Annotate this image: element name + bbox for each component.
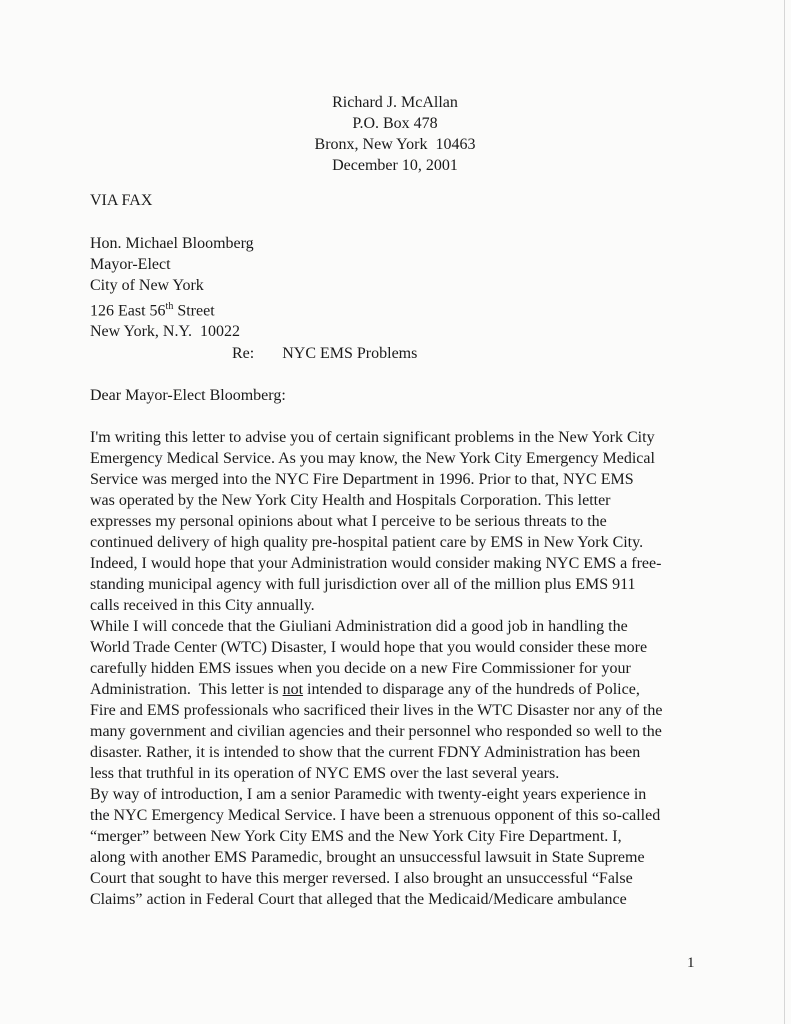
paragraph-2 [90, 616, 730, 784]
salutation: Dear Mayor-Elect Bloomberg: [90, 387, 286, 404]
paragraph-line: I'm writing this letter to advise you of certain significant problems in the New York City [90, 429, 655, 446]
paragraph-line [90, 679, 730, 700]
underlined-word: not [282, 681, 304, 698]
paragraph-line: was operated by the New York City Health and Hospitals Corporation. This letter [90, 492, 611, 509]
paragraph-1 [90, 427, 730, 616]
re-label: Re: [232, 345, 255, 362]
sender-city: Bronx, New York 10463 [314, 136, 476, 153]
paragraph-3 [90, 784, 730, 910]
re-line [232, 343, 417, 364]
paragraph-line: “merger” between New York City EMS and the New York City Fire Department. I, [90, 828, 622, 845]
recipient-name: Hon. Michael Bloomberg [90, 235, 254, 252]
paragraph-line: Service was merged into the NYC Fire Department in 1996. Prior to that, NYC EMS [90, 471, 634, 488]
paragraph-line: Claims” action in Federal Court that alleged that the Medicaid/Medicare ambulance [90, 891, 627, 908]
paragraph-line: standing municipal agency with full jurisdiction over all of the million plus EMS 911 [90, 576, 636, 593]
recipient-title: Mayor-Elect [90, 256, 171, 273]
re-subject: NYC EMS Problems [282, 345, 418, 362]
recipient-block [90, 233, 254, 342]
recipient-street [90, 296, 254, 321]
paragraph-line: less that truthful in its operation of NYC EMS over the last several years. [90, 765, 560, 782]
paragraph-line: many government and civilian agencies and their personnel who responded so well to the [90, 723, 662, 740]
paragraph-line: continued delivery of high quality pre-hospital patient care by EMS in New York City. [90, 534, 644, 551]
recipient-city: New York, N.Y. 10022 [90, 323, 240, 341]
paragraph-line: Indeed, I would hope that your Administration would consider making NYC EMS a free- [90, 555, 662, 572]
paragraph-line: Fire and EMS professionals who sacrificed their lives in the WTC Disaster nor any of the [90, 702, 663, 719]
sender-po-box: P.O. Box 478 [352, 115, 438, 132]
paragraph-line: carefully hidden EMS issues when you decide on a new Fire Commissioner for your [90, 660, 631, 677]
paragraph-line: along with another EMS Paramedic, brought an unsuccessful lawsuit in State Supreme [90, 849, 645, 866]
street-number: 126 East 56 [90, 302, 166, 320]
page-edge [784, 0, 785, 1024]
sender-name: Richard J. McAllan [332, 94, 458, 111]
letter-date: December 10, 2001 [332, 157, 458, 174]
delivery-method: VIA FAX [90, 192, 153, 209]
recipient-org: City of New York [90, 277, 204, 294]
paragraph-line: calls received in this City annually. [90, 597, 315, 614]
paragraph-line: expresses my personal opinions about what I perceive to be serious threats to the [90, 513, 607, 530]
page-number: 1 [687, 955, 695, 971]
paragraph-line: the NYC Emergency Medical Service. I have been a strenuous opponent of this so-called [90, 807, 661, 824]
paragraph-line: World Trade Center (WTC) Disaster, I would hope that you would consider these more [90, 639, 648, 656]
sender-block [250, 92, 540, 176]
street-name: Street [173, 302, 215, 320]
line-segment: Administration. This letter is [90, 681, 283, 698]
paragraph-line: disaster. Rather, it is intended to show that the current FDNY Administration has been [90, 744, 641, 761]
paragraph-line: Court that sought to have this merger reversed. I also brought an unsuccessful “False [90, 870, 633, 887]
street-suffix: th [165, 301, 174, 312]
line-segment: intended to disparage any of the hundreds of Police, [303, 681, 640, 698]
paragraph-line: While I will concede that the Giuliani Administration did a good job in handling the [90, 618, 628, 635]
paragraph-line: Emergency Medical Service. As you may know, the New York City Emergency Medical [90, 450, 655, 467]
paragraph-line: By way of introduction, I am a senior Paramedic with twenty-eight years experience in [90, 786, 647, 803]
